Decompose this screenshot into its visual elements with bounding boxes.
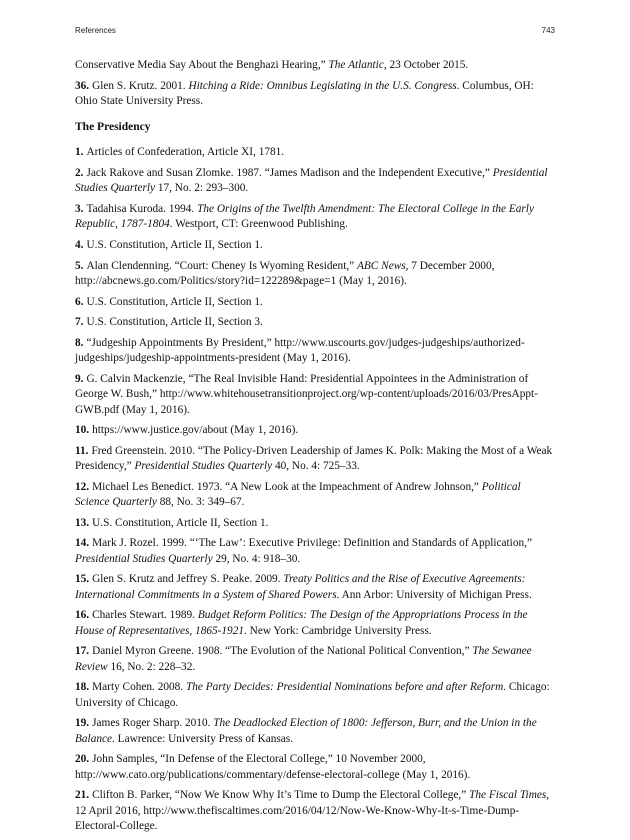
reference-title-italic: Presidential Studies Quarterly xyxy=(75,552,213,565)
reference-title-italic: Political Science Quarterly xyxy=(75,480,521,509)
running-header xyxy=(75,26,555,38)
reference-item xyxy=(75,315,553,330)
reference-text: U.S. Constitution, Article II, Section 1. xyxy=(86,295,263,308)
reference-number: 13. xyxy=(75,516,90,529)
reference-title-italic: Budget Reform Politics: The Design of the Appropriations Process in the House of Representatives, 1865-1921 xyxy=(75,609,528,637)
reference-text: Articles of Confederation, Article XI, 1781. xyxy=(86,146,285,159)
page-number: 743 xyxy=(541,26,555,35)
header-section-title: References xyxy=(75,26,116,35)
reference-item xyxy=(75,259,553,290)
reference-text: 17, No. 2: 293–300. xyxy=(155,182,249,195)
reference-number: 19. xyxy=(75,717,90,730)
reference-item xyxy=(75,608,553,639)
reference-item xyxy=(75,166,553,197)
reference-title-italic: The Origins of the Twelfth Amendment: The Electoral College in the Early Republic, 1787-1804 xyxy=(75,203,534,231)
reference-item xyxy=(75,480,553,511)
reference-item xyxy=(75,423,553,438)
reference-item xyxy=(75,644,553,675)
reference-title-italic: The Atlantic xyxy=(328,59,384,71)
reference-text: Clifton B. Parker, “Now We Know Why It’s Time to Dump the Electoral College,” xyxy=(92,789,470,802)
reference-title-italic: The Fiscal Times xyxy=(469,789,547,802)
reference-item xyxy=(75,145,553,160)
reference-text: Conservative Media Say About the Benghazi Hearing,” xyxy=(75,59,329,71)
reference-text: 40, No. 4: 725–33. xyxy=(272,460,360,473)
reference-text: . New York: Cambridge University Press. xyxy=(244,624,432,637)
reference-text: , 7 December 2000, http://abcnews.go.com/Politics/story?id=122289&page=1 (May 1, 2016). xyxy=(75,259,495,287)
reference-list xyxy=(75,58,553,840)
reference-text: U.S. Constitution, Article II, Section 3. xyxy=(86,316,263,329)
reference-text: Glen S. Krutz. 2001. xyxy=(92,79,189,92)
reference-text: . Lawrence: University Press of Kansas. xyxy=(112,732,294,745)
reference-text: 29, No. 4: 918–30. xyxy=(212,552,301,565)
reference-number: 4. xyxy=(75,239,84,251)
reference-title-italic: Treaty Politics and the Rise of Executive Agreements: International Commitments in a System of Shared Powers xyxy=(75,573,526,601)
reference-text: , 23 October 2015. xyxy=(383,59,469,71)
reference-text: John Samples, “In Defense of the Electoral College,” 10 November 2000, http://www.cato.org/publications/commentary/defense-electoral-college (May 1, 2016). xyxy=(75,753,471,781)
reference-number: 2. xyxy=(75,167,84,179)
reference-item xyxy=(75,372,553,418)
reference-title-italic: Hitching a Ride: Omnibus Legislating in the U.S. Congress xyxy=(188,79,457,92)
reference-title-italic: The Party Decides: Presidential Nominations before and after Reform xyxy=(185,681,504,694)
reference-text: . Chicago: University of Chicago. xyxy=(75,681,550,709)
reference-number: 20. xyxy=(75,753,90,766)
reference-number: 3. xyxy=(75,203,84,215)
reference-number: 16. xyxy=(75,609,90,622)
reference-number: 11. xyxy=(75,444,89,457)
reference-text: . Ann Arbor: University of Michigan Press. xyxy=(336,588,532,601)
reference-item xyxy=(75,336,553,367)
reference-number: 10. xyxy=(75,424,90,437)
reference-text: . Westport, CT: Greenwood Publishing. xyxy=(169,218,348,231)
reference-item xyxy=(75,79,553,110)
presidency-references xyxy=(75,145,553,834)
reference-text: Michael Les Benedict. 1973. “A New Look at the Impeachment of Andrew Johnson,” xyxy=(92,480,482,493)
continued-references xyxy=(75,58,553,109)
reference-text: , 12 April 2016, http://www.thefiscaltimes.com/2016/04/12/Now-We-Know-Why-It-s-Time-Dump-Electoral-College. xyxy=(75,789,550,833)
reference-item xyxy=(75,572,553,603)
reference-item xyxy=(75,238,553,253)
reference-title-italic: The Deadlocked Election of 1800: Jefferson, Burr, and the Union in the Balance xyxy=(75,717,537,745)
reference-title-italic: The Sewanee Review xyxy=(75,645,532,673)
reference-number: 17. xyxy=(75,645,90,658)
reference-item xyxy=(75,536,553,567)
reference-number: 12. xyxy=(75,480,90,493)
reference-item xyxy=(75,295,553,310)
reference-number: 15. xyxy=(75,573,90,586)
reference-text: Mark J. Rozel. 1999. “‘The Law’: Executive Privilege: Definition and Standards of Application,” xyxy=(92,537,532,550)
reference-text: “Judgeship Appointments By President,” http://www.uscourts.gov/judges-judgeships/authorized-judgeships/judgeship-appointments-president (May 1, 2016). xyxy=(75,336,525,365)
reference-title-italic: ABC News xyxy=(357,259,406,272)
reference-title-italic: Presidential Studies Quarterly xyxy=(75,167,548,195)
reference-item xyxy=(75,716,553,747)
reference-number: 21. xyxy=(75,789,90,802)
reference-item xyxy=(75,58,553,73)
reference-text: Glen S. Krutz and Jeffrey S. Peake. 2009. xyxy=(92,573,284,586)
reference-item xyxy=(75,516,553,531)
reference-item xyxy=(75,752,553,783)
reference-number: 1. xyxy=(75,146,84,159)
reference-title-italic: Presidential Studies Quarterly xyxy=(134,460,273,473)
reference-text: Tadahisa Kuroda. 1994. xyxy=(86,203,198,215)
reference-text: 16, No. 2: 228–32. xyxy=(107,660,196,673)
reference-text: Alan Clendenning. “Court: Cheney Is Wyoming Resident,” xyxy=(86,259,357,272)
reference-item xyxy=(75,680,553,711)
reference-text: Fred Greenstein. 2010. “The Policy-Driven Leadership of James K. Polk: Making the Most of a Weak Presidency,” xyxy=(75,444,553,473)
reference-item xyxy=(75,788,553,834)
reference-text: James Roger Sharp. 2010. xyxy=(92,717,214,730)
reference-number: 9. xyxy=(75,372,84,385)
reference-text: Daniel Myron Greene. 1908. “The Evolution of the National Political Convention,” xyxy=(92,645,473,658)
reference-number: 36. xyxy=(75,79,90,92)
reference-text: G. Calvin Mackenzie, “The Real Invisible Hand: Presidential Appointees in the Administration of George W. Bush,” http://www.whitehousetransitionproject.org/wp-content/uploads/2016/03/PresAppt-GWB.pdf (May 1, 2016). xyxy=(75,372,538,416)
reference-text: Charles Stewart. 1989. xyxy=(92,609,198,622)
reference-number: 7. xyxy=(75,316,84,329)
reference-number: 6. xyxy=(75,295,84,308)
reference-text: https://www.justice.gov/about (May 1, 2016). xyxy=(92,424,299,437)
reference-item xyxy=(75,202,553,233)
reference-text: U.S. Constitution, Article II, Section 1. xyxy=(86,239,263,251)
section-heading: The Presidency xyxy=(75,121,151,134)
reference-text: U.S. Constitution, Article II, Section 1. xyxy=(92,516,269,529)
reference-text: . Columbus, OH: Ohio State University Press. xyxy=(75,79,534,107)
reference-number: 5. xyxy=(75,259,84,272)
reference-item xyxy=(75,444,553,475)
reference-number: 8. xyxy=(75,336,84,349)
reference-text: Jack Rakove and Susan Zlomke. 1987. “James Madison and the Independent Executive,” xyxy=(86,167,493,179)
reference-text: Marty Cohen. 2008. xyxy=(92,681,186,694)
reference-text: 88, No. 3: 349–67. xyxy=(156,496,245,509)
reference-number: 18. xyxy=(75,681,90,694)
reference-number: 14. xyxy=(75,537,90,550)
